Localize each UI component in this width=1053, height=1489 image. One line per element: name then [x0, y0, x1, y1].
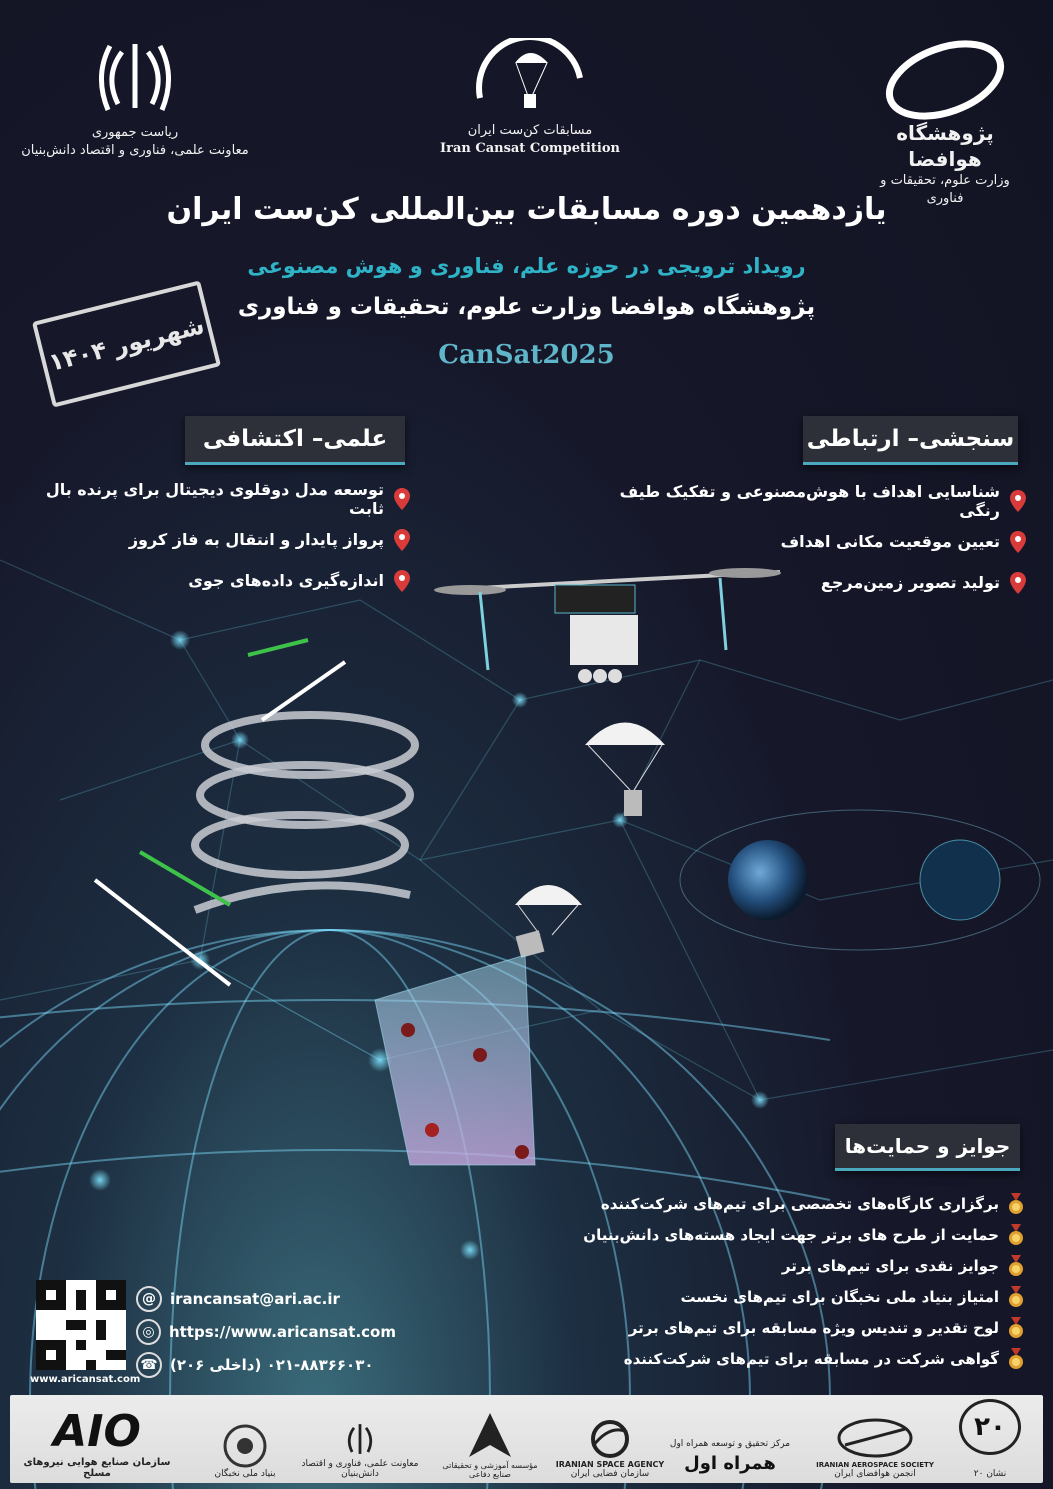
award-text: لوح تقدیر و تندیس ویژه مسابقه برای تیم‌های برتر: [628, 1318, 999, 1337]
footer-logo-defense-institute: [435, 1399, 545, 1479]
contact-website[interactable]: https://www.aricansat.com: [168, 1322, 396, 1341]
award-text: گواهی شرکت در مسابقه برای تیم‌های شرکت‌کننده: [623, 1349, 999, 1368]
center-logo-line2: Iran Cansat Competition: [440, 141, 620, 156]
phone-icon: ☎: [136, 1352, 162, 1378]
list-item-text: پرواز پایدار و انتقال به فاز کروز: [128, 530, 384, 549]
award-item: [560, 1312, 1025, 1343]
iran-emblem-logo: [92, 36, 178, 116]
medal-icon: [1007, 1317, 1025, 1339]
footer-logo-twenty: [945, 1399, 1035, 1479]
location-pin-icon: [394, 570, 410, 592]
section-right-list: [600, 480, 1026, 603]
defense-institute-icon: [465, 1411, 515, 1461]
right-logo-line1: پژوهشگاه هوافضا: [896, 121, 994, 171]
list-item-text: تعیین موقعیت مکانی اهداف: [780, 532, 1000, 551]
location-pin-icon: [394, 529, 410, 551]
center-logo-caption: [420, 122, 640, 158]
location-pin-icon: [394, 488, 410, 510]
aio-mark: AIO: [53, 1406, 141, 1457]
footer-logo-aio: [22, 1399, 172, 1479]
contact-email-row[interactable]: [136, 1282, 396, 1315]
list-item: [40, 478, 410, 519]
list-item-text: توسعه مدل دوقلوی دیجیتال برای پرنده بال ثابت: [45, 479, 384, 518]
globe-icon: ◎: [136, 1319, 161, 1345]
section-left-list: [40, 478, 410, 601]
imaging-pyramid: [375, 955, 535, 1165]
footer-logo-aerospace-society: [815, 1399, 935, 1479]
footer-logo-label: بنیاد ملی نخبگان: [214, 1469, 276, 1479]
aerospace-society-mark: IRANIAN AEROSPACE SOCIETY: [816, 1461, 934, 1469]
parachute-illustration-2: [515, 885, 582, 958]
awards-title: جوایز و حمایت‌ها: [835, 1124, 1020, 1171]
space-agency-mark: IRANIAN SPACE AGENCY: [555, 1460, 665, 1469]
space-agency-icon: [587, 1418, 633, 1460]
cansat-parachute-logo: [470, 38, 590, 118]
qr-code[interactable]: [36, 1280, 126, 1370]
twenty-mark: ۲۰: [974, 1412, 1006, 1442]
organizer-title: پژوهشگاه هوافضا وزارت علوم، تحقیقات و فناوری: [237, 294, 816, 320]
aerospace-society-icon: [835, 1415, 915, 1461]
footer-logo-label: انجمن هوافضای ایران: [834, 1469, 916, 1479]
contact-phone-row[interactable]: [136, 1348, 396, 1381]
list-item-text: شناسایی اهداف با هوش‌مصنوعی و تفکیک طیف رنگی: [619, 481, 1000, 520]
twenty-emblem: [959, 1399, 1021, 1455]
medal-icon: [1007, 1286, 1025, 1308]
award-item: [560, 1219, 1025, 1250]
footer-logo-label: سازمان فضایی ایران: [570, 1469, 650, 1479]
email-icon: @: [136, 1286, 162, 1312]
footer-logo-label: معاونت علمی، فناوری و اقتصاد دانش‌بنیان: [301, 1459, 419, 1479]
contact-list: [136, 1282, 396, 1381]
contact-phone[interactable]: ۰۲۱-۸۸۳۶۶۰۳۰ (داخلی ۲۰۶): [170, 1355, 374, 1374]
award-item: [560, 1188, 1025, 1219]
medal-icon: [1007, 1348, 1025, 1370]
awards-list: [560, 1188, 1025, 1374]
parachute-illustration-1: [585, 723, 665, 817]
contact-email[interactable]: irancansat@ari.ac.ir: [170, 1289, 340, 1308]
list-item: [40, 519, 410, 560]
footer-logo-elites: [190, 1399, 300, 1479]
right-logo-line2: وزارت علوم، تحقیقات و فناوری: [880, 173, 1010, 206]
award-item: [560, 1250, 1025, 1281]
footer-logo-label: مؤسسه آموزشی و تحقیقاتی صنایع دفاعی: [442, 1461, 538, 1479]
list-item-text: تولید تصویر زمین‌مرجع: [820, 573, 1000, 592]
list-item: [600, 521, 1026, 562]
medal-icon: [1007, 1255, 1025, 1277]
footer-logo-mci: [665, 1399, 795, 1479]
date-stamp: شهریور ۱۴۰۴: [32, 280, 221, 407]
left-logo-line1: ریاست جمهوری: [91, 125, 179, 140]
footer-logo-bar: [10, 1395, 1043, 1483]
location-pin-icon: [1010, 490, 1026, 512]
award-text: حمایت از طرح های برتر جهت ایجاد هسته‌های دانش‌بنیان: [583, 1225, 999, 1244]
medal-icon: [1007, 1193, 1025, 1215]
list-item: [600, 562, 1026, 603]
contact-website-row[interactable]: [136, 1315, 396, 1348]
footer-logo-space-agency: [555, 1399, 665, 1479]
award-text: جوایز نقدی برای تیم‌های برتر: [781, 1256, 999, 1275]
location-pin-icon: [1010, 572, 1026, 594]
footer-logo-label: مرکز تحقیق و توسعه همراه اول: [669, 1439, 791, 1449]
mci-mark: همراه اول: [684, 1453, 776, 1474]
medal-icon: [1007, 1224, 1025, 1246]
footer-logo-label: سازمان صنایع هوایی نیروهای مسلح: [23, 1457, 171, 1479]
list-item: [600, 480, 1026, 521]
section-left-title: علمی– اکتشافی: [185, 416, 405, 465]
cansat-title: CanSat2025: [438, 340, 615, 370]
list-item: [40, 560, 410, 601]
list-item-text: اندازه‌گیری داده‌های جوی: [188, 571, 384, 590]
footer-logo-vp-science: [300, 1399, 420, 1479]
qr-caption: www.aricansat.com: [30, 1374, 141, 1385]
subtitle: رویداد ترویجی در حوزه علم، فناوری و هوش مصنوعی: [247, 254, 806, 278]
iran-emblem-icon: [340, 1419, 380, 1459]
main-title: یازدهمین دوره مسابقات بین‌المللی کن‌ست ایران: [166, 192, 887, 227]
elites-emblem-icon: [222, 1423, 268, 1469]
center-logo-line1: مسابقات کن‌ست ایران: [467, 123, 593, 138]
award-item: [560, 1281, 1025, 1312]
award-text: امتیاز بنیاد ملی نخبگان برای تیم‌های نخست: [680, 1287, 999, 1306]
earth-globe: [728, 840, 808, 920]
digital-globe: [920, 840, 1000, 920]
left-logo-caption: [20, 124, 250, 160]
location-pin-icon: [1010, 531, 1026, 553]
section-right-title: سنجشی– ارتباطی: [803, 416, 1018, 465]
left-logo-line2: معاونت علمی، فناوری و اقتصاد دانش‌بنیان: [21, 143, 249, 158]
footer-logo-label: نشان ۲۰: [973, 1469, 1007, 1479]
award-text: برگزاری کارگاه‌های تخصصی برای تیم‌های شرکت‌کننده: [600, 1194, 999, 1213]
award-item: [560, 1343, 1025, 1374]
